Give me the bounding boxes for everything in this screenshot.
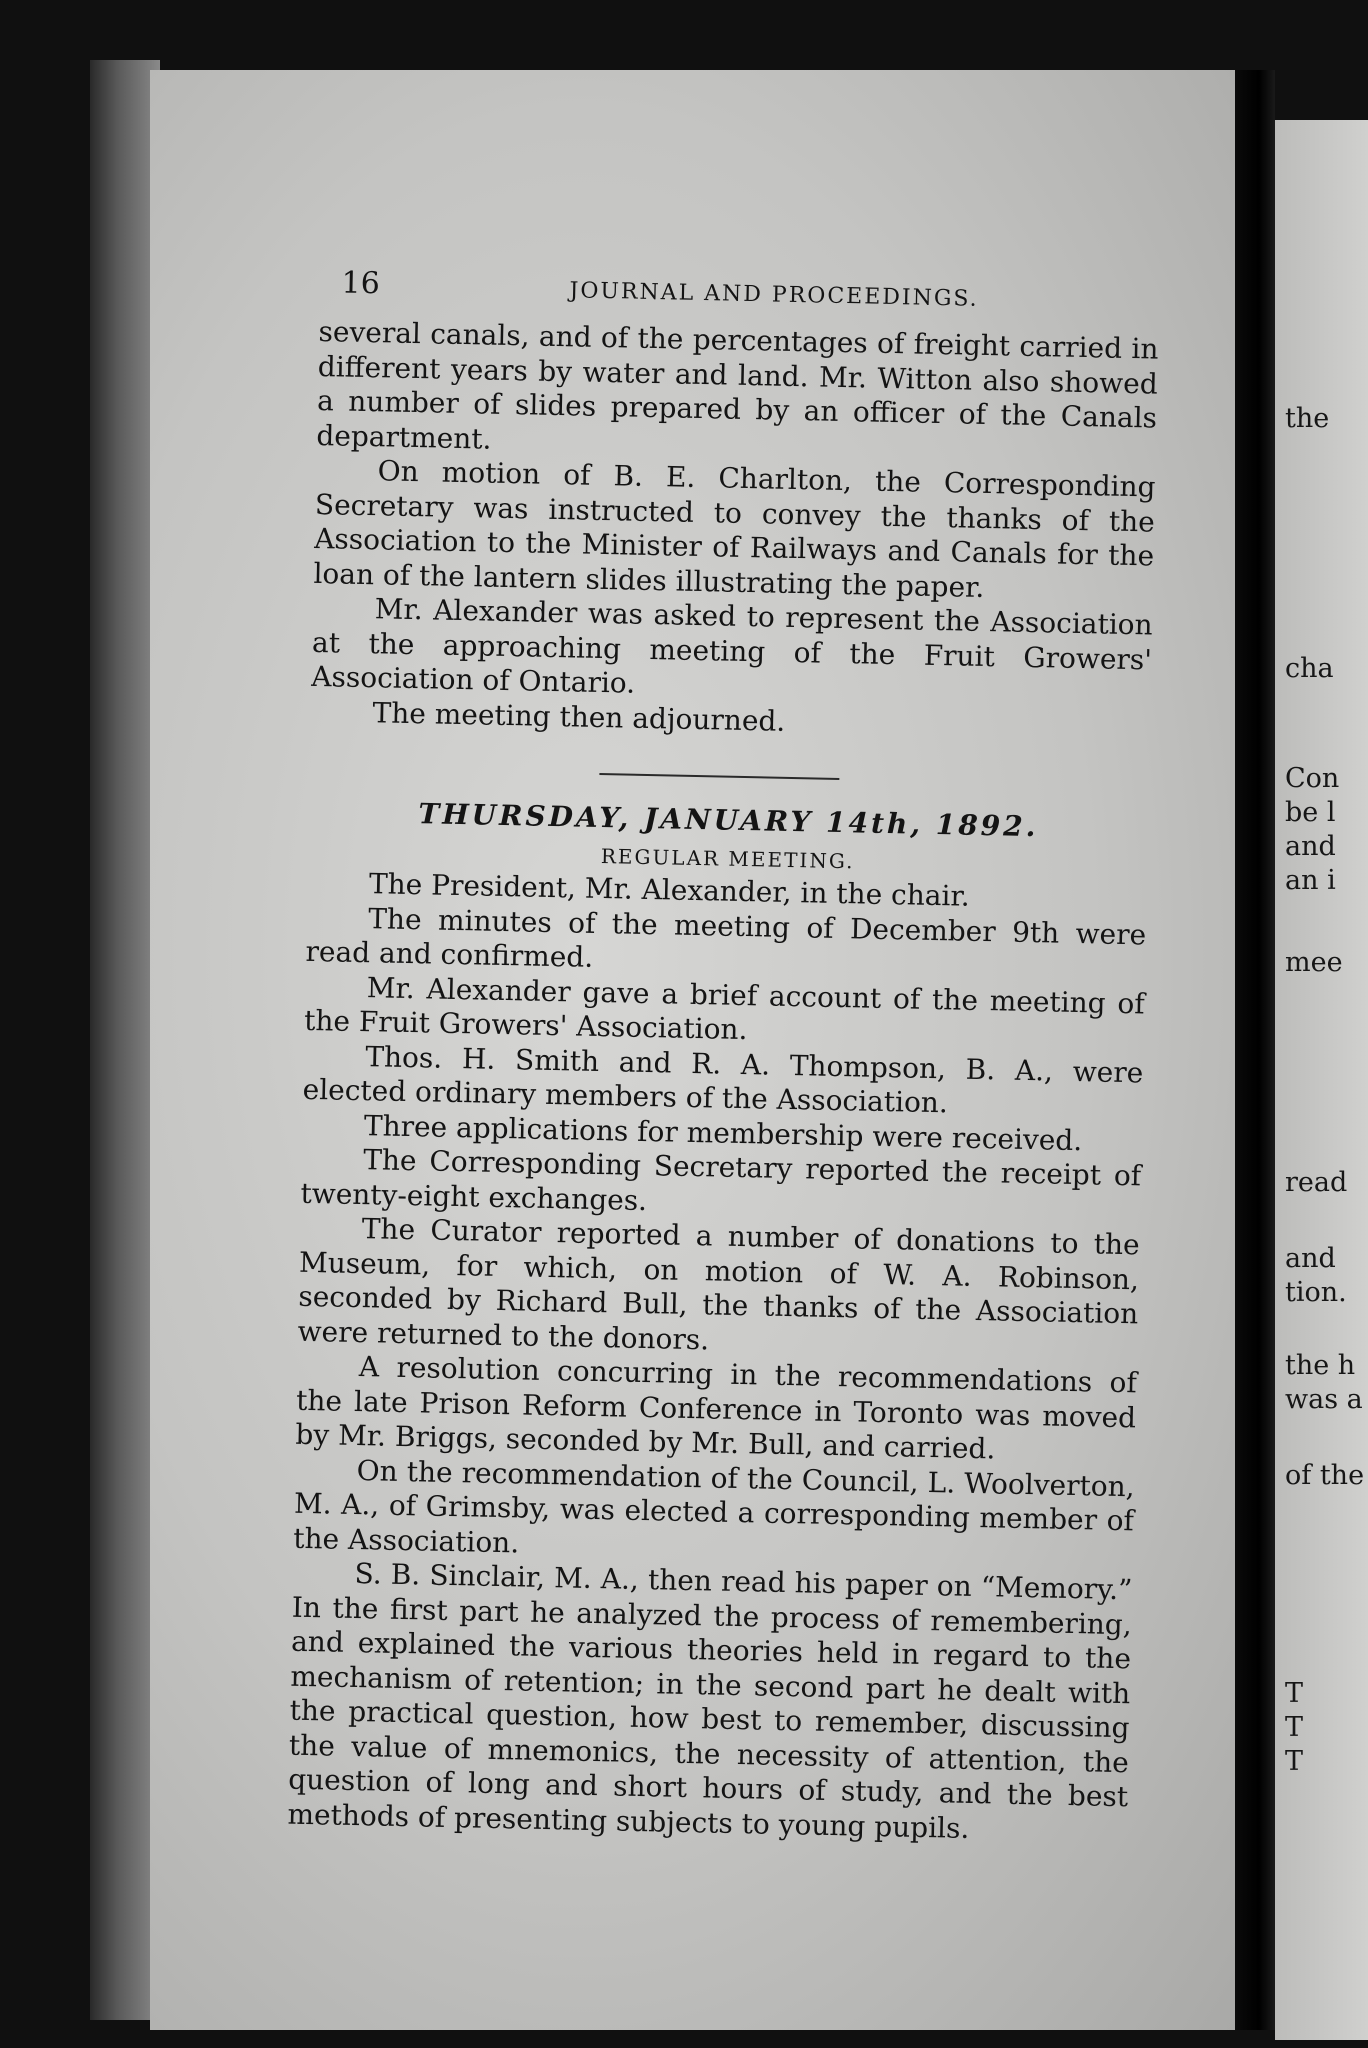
facing-text: T <box>1285 1712 1304 1743</box>
paragraph: The President, Mr. Alexander, in the chair. <box>368 867 971 913</box>
section-divider <box>599 773 839 780</box>
facing-text: and <box>1285 1243 1336 1274</box>
facing-text: T <box>1285 1678 1304 1709</box>
paragraph: On the recommendation of the Council, L. Woolverton, M. A., of Grimsby, was elected a corresponding member of the Association. <box>292 1453 1135 1559</box>
facing-text: cha <box>1285 653 1334 684</box>
facing-text: and <box>1285 831 1336 862</box>
paragraph: several canals, and of the percentages of freight carried in different years by water and land. Mr. Witton also showed a number of slides prepared by an officer of the Canals department. <box>316 314 1159 456</box>
facing-text: of the <box>1285 1460 1365 1491</box>
facing-text: mee <box>1285 947 1343 978</box>
facing-text: be l <box>1285 797 1336 828</box>
facing-text: the <box>1285 403 1330 434</box>
facing-page-fragment <box>1275 120 1368 2040</box>
facing-text: was a <box>1285 1384 1363 1415</box>
page-content <box>287 265 1160 1849</box>
facing-text: tion. <box>1285 1277 1347 1308</box>
paragraph: On motion of B. E. Charlton, the Corresponding Secretary was instructed to convey the thanks of the Association to the Minister of Railways and Canals for the loan of the lantern slides illustrating the paper. <box>313 454 1156 604</box>
paragraph: A resolution concurring in the recommendations of the late Prison Reform Conference in Toronto was moved by Mr. Briggs, seconded by Mr. Bull, and carried. <box>295 1350 1138 1466</box>
running-head: JOURNAL AND PROCEEDINGS. <box>569 278 979 312</box>
facing-text: the h <box>1285 1350 1356 1381</box>
paragraph: The minutes of the meeting of December 9th were read and confirmed. <box>305 901 1147 974</box>
facing-text: read <box>1285 1167 1348 1198</box>
paragraph: The Curator reported a number of donations to the Museum, for which, on motion of W. A. Robinson, seconded by Richard Bull, the thanks of the Association were returned to the donors. <box>297 1212 1141 1356</box>
paragraph: S. B. Sinclair, M. A., then read his paper on “Memory.” In the first part he analyzed the process of remembering, and explained the various theories held in regard to the mechanism of retention; in the second part he dealt with the practical question, how best to remember, discussing the value of mnemonics, the necessity of attention, the question of long and short hours of study, and the best methods of presenting subjects to young pupils. <box>287 1557 1133 1845</box>
facing-text: T <box>1285 1746 1304 1777</box>
paragraph: Three applications for membership were received. <box>363 1108 1083 1157</box>
meeting-date-heading: THURSDAY, JANUARY 14th, 1892. <box>418 797 1039 844</box>
meeting-type-heading: REGULAR MEETING. <box>600 844 855 874</box>
paragraph: Mr. Alexander was asked to represent the Association at the approaching meeting of the Fruit Growers' Association of Ontario. <box>311 592 1153 700</box>
facing-text: an i <box>1285 865 1336 896</box>
book-gutter <box>1235 70 1275 2030</box>
paragraph: Thos. H. Smith and R. A. Thompson, B. A., were elected ordinary members of the Association. <box>302 1039 1144 1120</box>
facing-text: Con <box>1285 763 1340 794</box>
paragraph: The meeting then adjourned. <box>372 695 786 738</box>
page-number: 16 <box>341 265 381 302</box>
paragraph: The Corresponding Secretary reported the receipt of twenty-eight exchanges. <box>300 1143 1142 1217</box>
paragraph: Mr. Alexander gave a brief account of the meeting of the Fruit Growers' Association. <box>303 970 1146 1047</box>
